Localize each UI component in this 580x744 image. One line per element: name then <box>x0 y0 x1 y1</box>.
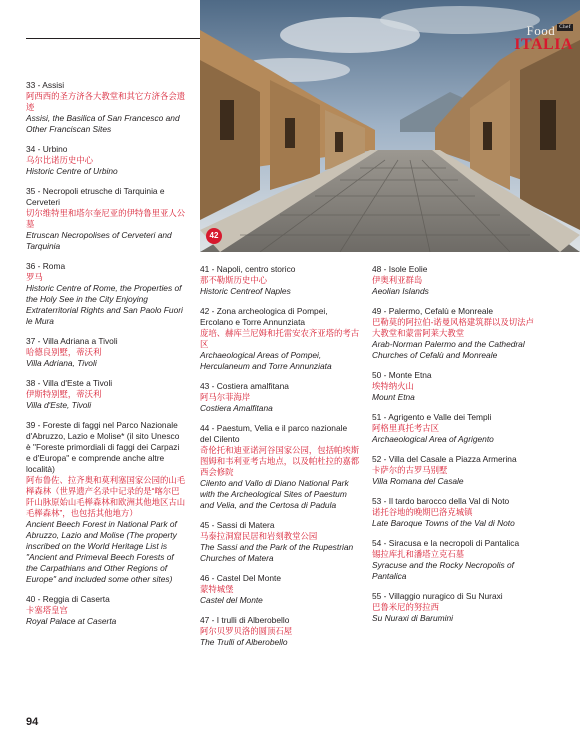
entry-chinese: 诺托谷地的晚期巴洛克城镇 <box>372 507 473 517</box>
entry-english: Late Baroque Towns of the Val di Noto <box>372 518 515 528</box>
entry-italian: 39 - Foreste di faggi nel Parco Nazionale d'Abruzzo, Lazio e Molise* (il sito Unesco è "Foreste primordiali di faggi dei Carpazi e d'Europa" e comprende anche altre località) <box>26 420 180 474</box>
entry-italian: 34 - Urbino <box>26 144 68 154</box>
entry-english: The Trulli of Alberobello <box>200 637 288 647</box>
entry-chinese: 切尔维特里和塔尔奎尼亚的伊特鲁里亚人公墓 <box>26 208 186 229</box>
entry-italian: 44 - Paestum, Velia e il parco nazionale del Cilento <box>200 423 348 444</box>
entry-chinese: 巴勒莫的阿拉伯-诺曼风格建筑群以及切法卢大教堂和蒙雷阿莱大教堂 <box>372 317 534 338</box>
entry-chinese: 伊奥利亚群岛 <box>372 275 423 285</box>
site-entry <box>200 381 360 414</box>
entry-italian: 53 - Il tardo barocco della Val di Noto <box>372 496 510 506</box>
site-entry <box>200 423 360 511</box>
entry-italian: 35 - Necropoli etrusche di Tarquinia e Cerveteri <box>26 186 165 207</box>
photo-number-badge: 42 <box>206 228 222 244</box>
site-entry <box>200 264 360 297</box>
site-entry <box>200 615 360 648</box>
entry-english: Villa Romana del Casale <box>372 476 464 486</box>
entry-english: Royal Palace at Caserta <box>26 616 117 626</box>
entry-english: Villa Adriana, Tivoli <box>26 358 97 368</box>
site-entry <box>372 264 537 297</box>
entry-italian: 43 - Costiera amalfitana <box>200 381 289 391</box>
entry-chinese: 阿西西的圣方济各大教堂和其它方济各会遗迹 <box>26 91 186 112</box>
entry-chinese: 卡萨尔的古罗马别墅 <box>372 465 448 475</box>
column-left <box>26 80 186 636</box>
site-entry <box>26 144 186 177</box>
entry-english: The Sassi and the Park of the Rupestrian Churches of Matera <box>200 542 354 563</box>
entry-english: Syracuse and the Rocky Necropolis of Pantalica <box>372 560 514 581</box>
entry-english: Assisi, the Basilica of San Francesco and Other Franciscan Sites <box>26 113 180 134</box>
entry-chinese: 阿尔贝罗贝洛的圆顶石屋 <box>200 626 293 636</box>
entry-italian: 37 - Villa Adriana a Tivoli <box>26 336 118 346</box>
entry-english: Etruscan Necropolises of Cerveteri and Tarquinia <box>26 230 172 251</box>
site-entry <box>200 573 360 606</box>
entry-italian: 40 - Reggia di Caserta <box>26 594 110 604</box>
entry-italian: 51 - Agrigento e Valle dei Templi <box>372 412 492 422</box>
site-entry <box>372 306 537 361</box>
site-entry <box>372 412 537 445</box>
entry-english: Archaeological Areas of Pompei, Herculaneum and Torre Annunziata <box>200 350 332 371</box>
entry-chinese: 卡塞塔皇宫 <box>26 605 68 615</box>
entry-chinese: 奇伦托和迪亚诺河谷国家公园，包括帕埃斯图姆和韦利亚考古地点，以及帕杜拉的嘉都西会修院 <box>200 445 360 477</box>
entry-english: Historic Centre of Rome, the Properties of the Holy See in the City Enjoying Extraterritorial Rights and San Paolo Fuori le Mura <box>26 283 183 326</box>
entry-chinese: 乌尔比诺历史中心 <box>26 155 93 165</box>
entry-chinese: 锡拉库扎和潘塔立克石墓 <box>372 549 465 559</box>
site-entry <box>26 80 186 135</box>
site-entry <box>372 496 537 529</box>
site-entry <box>26 420 186 585</box>
entry-italian: 38 - Villa d'Este a Tivoli <box>26 378 113 388</box>
site-entry <box>26 186 186 252</box>
entry-chinese: 罗马 <box>26 272 43 282</box>
entry-english: Historic Centreof Naples <box>200 286 291 296</box>
site-entry <box>372 538 537 582</box>
entry-italian: 45 - Sassi di Matera <box>200 520 275 530</box>
entry-chinese: 哈德良别墅，蒂沃利 <box>26 347 102 357</box>
top-rule <box>26 38 200 39</box>
entry-italian: 46 - Castel Del Monte <box>200 573 281 583</box>
site-entry <box>200 520 360 564</box>
brand-badge: Chef <box>559 25 571 30</box>
entry-italian: 49 - Palermo, Cefalù e Monreale <box>372 306 494 316</box>
brand-logo <box>433 24 573 53</box>
column-right <box>372 264 537 633</box>
entry-italian: 54 - Siracusa e la necropoli di Pantalica <box>372 538 520 548</box>
entry-italian: 52 - Villa del Casale a Piazza Armerina <box>372 454 517 464</box>
entry-italian: 47 - I trulli di Alberobello <box>200 615 290 625</box>
entry-english: Villa d'Este, Tivoli <box>26 400 92 410</box>
entry-english: Archaeological Area of Agrigento <box>372 434 494 444</box>
column-middle <box>200 264 360 657</box>
entry-english: Arab-Norman Palermo and the Cathedral Churches of Cefalù and Monreale <box>372 339 525 360</box>
site-entry <box>26 378 186 411</box>
entry-italian: 41 - Napoli, centro storico <box>200 264 296 274</box>
entry-english: Castel del Monte <box>200 595 263 605</box>
entry-italian: 50 - Monte Etna <box>372 370 432 380</box>
entry-italian: 36 - Roma <box>26 261 66 271</box>
entry-english: Costiera Amalfitana <box>200 403 273 413</box>
site-entry <box>200 306 360 372</box>
entry-english: Ancient Beech Forest in National Park of Abruzzo, Lazio and Molise (The property inscribed on the World Heritage List is "Ancient and Primeval Beech Forests of the Carpathians and Other Regions of Europe" and included some other sites) <box>26 519 177 584</box>
site-entry <box>26 594 186 627</box>
entry-chinese: 蒙特城堡 <box>200 584 234 594</box>
entry-italian: 55 - Villaggio nuragico di Su Nuraxi <box>372 591 503 601</box>
entry-chinese: 那不勒斯历史中心 <box>200 275 267 285</box>
entry-english: Su Nuraxi di Barumini <box>372 613 453 623</box>
entry-english: Cilento and Vallo di Diano National Park with the Archeological Sites of Paestum and Velia, and the Certosa di Padula <box>200 478 349 510</box>
entry-italian: 42 - Zona archeologica di Pompei, Ercolano e Torre Annunziata <box>200 306 328 327</box>
site-entry <box>26 261 186 327</box>
site-entry <box>372 591 537 624</box>
site-entry <box>372 454 537 487</box>
entry-chinese: 阿马尔菲海岸 <box>200 392 251 402</box>
entry-italian: 33 - Assisi <box>26 80 65 90</box>
entry-chinese: 埃特纳火山 <box>372 381 414 391</box>
entry-chinese: 阿布鲁佐、拉齐奥和莫利塞国家公园的山毛榉森林（世界遗产名录中记录的是“喀尔巴阡山脉原始山毛榉森林和欧洲其他地区古山毛榉森林”，也包括其他地方） <box>26 475 186 518</box>
site-entry <box>372 370 537 403</box>
brand-logo-bottom: ITALIA <box>514 36 573 53</box>
entry-chinese: 马泰拉洞窟民居和岩刻教堂公园 <box>200 531 318 541</box>
entry-english: Aeolian Islands <box>372 286 429 296</box>
entry-english: Historic Centre of Urbino <box>26 166 118 176</box>
site-entry <box>26 336 186 369</box>
brand-logo-top: Food <box>526 23 556 38</box>
entry-english: Mount Etna <box>372 392 415 402</box>
entry-italian: 48 - Isole Eolie <box>372 264 428 274</box>
entry-chinese: 巴鲁米尼的努拉西 <box>372 602 439 612</box>
page-number: 94 <box>26 716 39 728</box>
entry-chinese: 庞培、赫库兰尼姆和托雷安农齐亚塔的考古区 <box>200 328 360 349</box>
entry-chinese: 阿格里真托考古区 <box>372 423 439 433</box>
entry-chinese: 伊斯特别墅，蒂沃利 <box>26 389 102 399</box>
